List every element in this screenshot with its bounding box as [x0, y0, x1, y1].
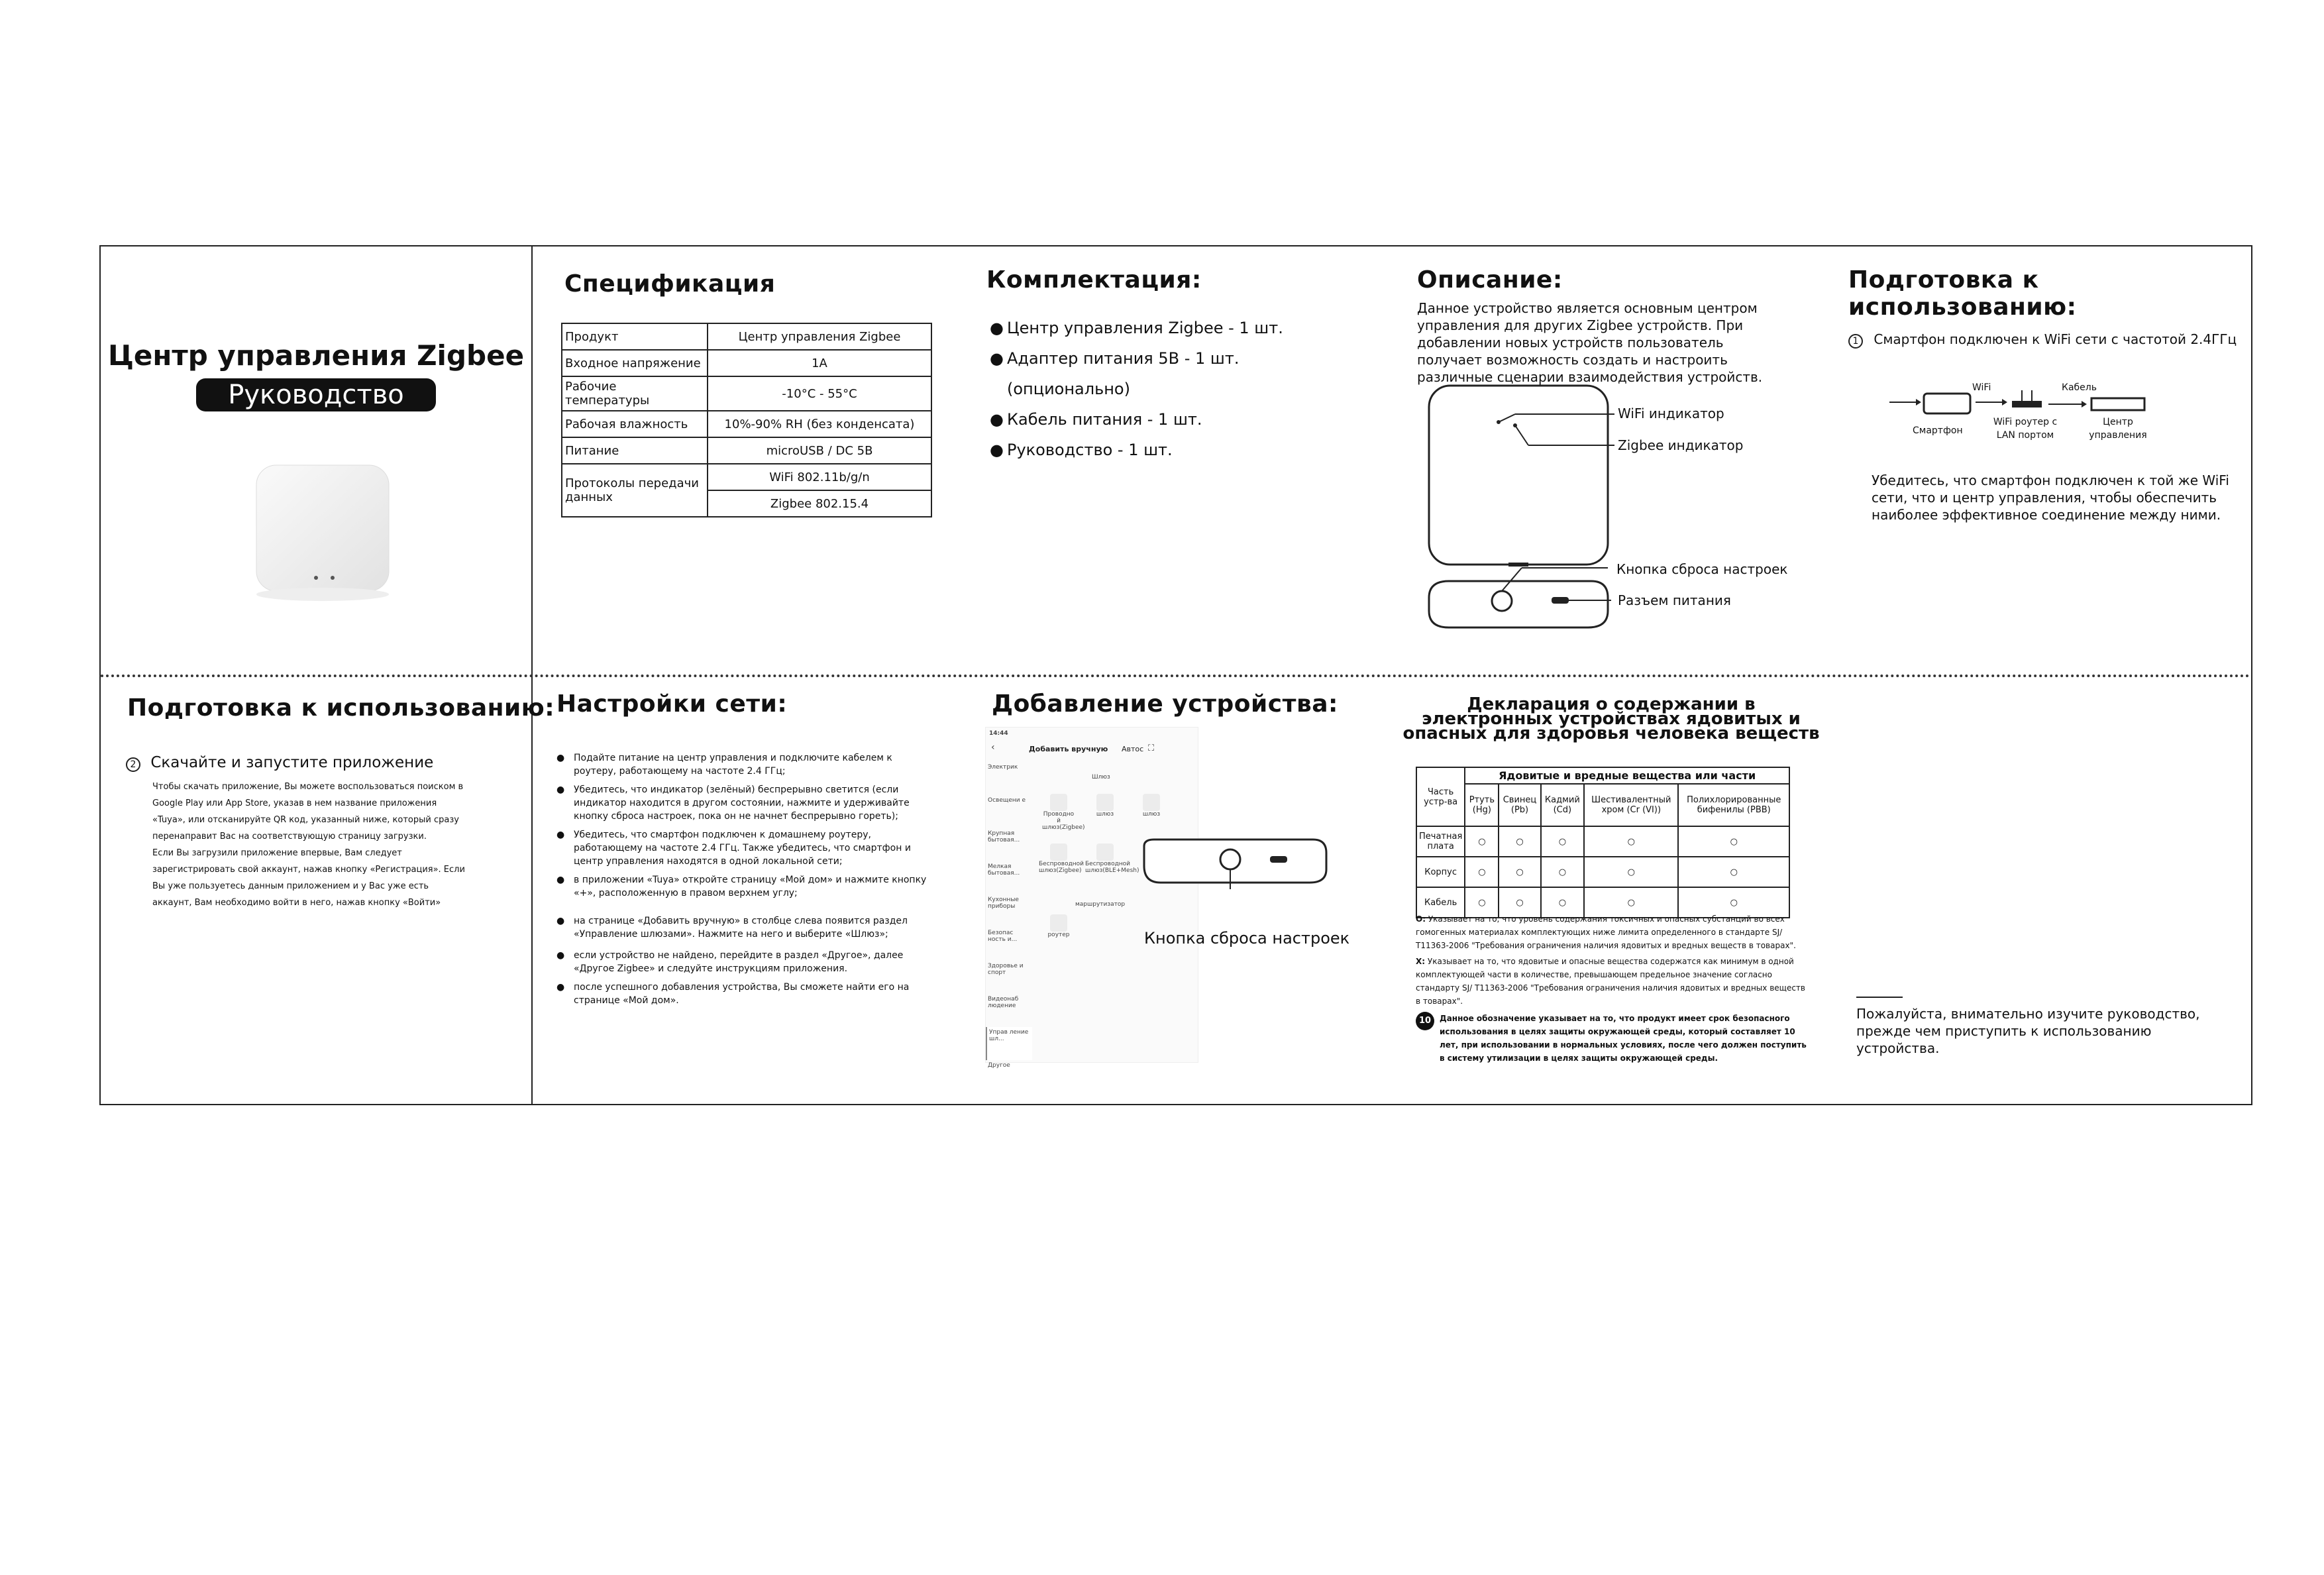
add-heading: Добавление устройства: [992, 690, 1338, 718]
prep2-heading: Подготовка к использованию: [127, 694, 555, 722]
tile-label: роутер [1047, 932, 1070, 938]
sidebar-item[interactable]: Крупная бытовая... [988, 830, 1020, 843]
hub-side-view [1141, 836, 1333, 889]
tile-label: Беспроводной шлюз(BLE+Mesh) [1085, 861, 1139, 874]
table-cell: ○ [1541, 826, 1585, 857]
sidebar-item[interactable]: Электрик [988, 764, 1018, 771]
table-row [1416, 784, 1789, 826]
prep1-heading: Подготовка к использованию: [1848, 266, 2077, 321]
prep2-text-2: Если Вы загрузили приложение впервые, Вам следует зарегистрировать свой аккаунт, нажав кнопку «Регистрация». Если Вы уже пользуетесь данным приложением и у Вас уже есть аккаунт, Вам необходимо войти в него, нажав кнопку «Войти» [152, 848, 465, 908]
table-cell: ○ [1678, 857, 1789, 887]
list-item: ● Руководство - 1 шт. [990, 435, 1361, 465]
wifi-indicator-label: WiFi индикатор [1618, 406, 1724, 421]
spec-value: WiFi 802.11b/g/n [708, 464, 931, 490]
net-list [556, 751, 934, 1007]
note-text: Указывает на то, что уровень содержания токсичных и опасных субстанций во всех гомогенных материалах комплектующих ниже лимита определенного в стандарте SJ/ T11363-2006 "Требования ограничения наличия ядовитых и вредных веществ в товарах". [1416, 914, 1796, 950]
reset-button-callout: Кнопка сброса настроек [1144, 929, 1350, 948]
diagram-phone-label: Смартфон [1913, 425, 1963, 436]
list-item: ● Кабель питания - 1 шт. [990, 404, 1361, 435]
col-header: Полихлорированные бифенилы (PBB) [1678, 784, 1789, 826]
spec-table [561, 323, 932, 517]
decl-table [1416, 767, 1790, 918]
scan-icon[interactable]: ⛶ [1148, 743, 1155, 753]
list-item: ● Убедитесь, что индикатор (зелёный) беспрерывно светится (если индикатор находится в другом состоянии, нажмите и удерживайте кнопку сброса настроек, пока он не начнет беспрерывно гореть); [556, 783, 934, 823]
spec-key: Рабочие температуры [562, 376, 708, 411]
col-header: Кадмий (Cd) [1541, 784, 1585, 826]
back-arrow-icon[interactable]: ‹ [991, 742, 995, 753]
sidebar-item[interactable]: Кухонные приборы [988, 896, 1019, 910]
eco-note [1416, 1012, 1807, 1065]
eco-period-icon: 10 [1416, 1012, 1434, 1030]
power-port-label: Разъем питания [1618, 592, 1731, 608]
col-header: Свинец (Pb) [1499, 784, 1540, 826]
spec-value: 1A [708, 350, 931, 376]
table-row [562, 437, 931, 464]
cover-title: Центр управления Zigbee [107, 339, 525, 372]
app-screenshot [985, 727, 1198, 1069]
category-sidebar [986, 762, 1032, 1084]
device-tile[interactable] [1088, 794, 1122, 818]
step-number: 1 [1848, 334, 1863, 349]
net-heading: Настройки сети: [556, 690, 788, 718]
zigbee-indicator-label: Zigbee индикатор [1618, 437, 1744, 453]
desc-text: Данное устройство является основным центром управления для других Zigbee устройств. При добавлении новых устройств пользователь получает возможность создать и настроить различные сценарии взаимодействия устройств. [1417, 300, 1763, 385]
table-cell: ○ [1499, 857, 1540, 887]
row-header: Кабель [1416, 887, 1465, 918]
cover-subtitle: Руководство [196, 378, 435, 411]
list-item: ● на странице «Добавить вручную» в столбце слева появится раздел «Управление шлюзами». Нажмите на него и выберите «Шлюз»; [556, 914, 934, 941]
prep2-body [152, 779, 470, 911]
table-cell: ○ [1584, 826, 1678, 857]
cover [101, 339, 531, 411]
closing-text: Пожалуйста, внимательно изучите руководство, прежде чем приступить к использованию устройства. [1856, 1006, 2200, 1056]
step-text: Смартфон подключен к WiFi сети с частотой 2.4ГГц [1874, 331, 2237, 347]
table-cell: ○ [1678, 887, 1789, 918]
sidebar-item[interactable]: Здоровье и спорт [988, 963, 1024, 976]
table-row [562, 376, 931, 411]
table-cell: ○ [1465, 887, 1499, 918]
list-item: ● Центр управления Zigbee - 1 шт. [990, 313, 1361, 343]
diagram-cable-label: Кабель [2062, 382, 2097, 393]
table-cell: ○ [1678, 826, 1789, 857]
sidebar-item[interactable]: Освещени е [988, 797, 1026, 804]
row-header: Корпус [1416, 857, 1465, 887]
list-item: ● после успешного добавления устройства, Вы сможете найти его на странице «Мой дом». [556, 981, 934, 1007]
sidebar-item[interactable]: Другое [988, 1062, 1010, 1069]
diagram-router-label: WiFi роутер с LAN портом [1993, 417, 2058, 441]
sidebar-item[interactable]: Мелкая бытовая... [988, 863, 1020, 877]
table-cell: ○ [1465, 826, 1499, 857]
col-header: Шестивалентный хром (Cr (VI)) [1584, 784, 1678, 826]
device-tile[interactable] [1135, 794, 1168, 818]
table-row [1416, 857, 1789, 887]
table-cell: ○ [1465, 857, 1499, 887]
app-title: Добавить вручную [1029, 745, 1108, 753]
manual-sheet [99, 245, 2252, 1105]
table-row [562, 464, 931, 490]
note-key: X: [1416, 957, 1426, 966]
step-text: Скачайте и запустите приложение [150, 754, 434, 771]
tile-label: Беспроводной шлюз(Zigbee) [1039, 861, 1084, 874]
tile-label: шлюз [1096, 811, 1114, 818]
spec-key: Питание [562, 437, 708, 464]
spec-key: Протоколы передачи данных [562, 464, 708, 517]
col-header: Часть устр-ва [1416, 767, 1465, 826]
group-header: Ядовитые и вредные вещества или части [1465, 767, 1789, 784]
hub-product-image [233, 445, 405, 618]
list-item: ● Подайте питание на центр управления и подключите кабелем к роутеру, работающему на частоте 2.4 ГГц; [556, 751, 934, 778]
table-row [1416, 826, 1789, 857]
fold-line [101, 675, 2251, 677]
section-title: маршрутизатор [1075, 901, 1126, 908]
auto-scan-tab[interactable]: Автос [1122, 745, 1144, 753]
closing-rule [1856, 997, 1903, 998]
note-key: O: [1416, 914, 1426, 924]
spec-key: Продукт [562, 323, 708, 350]
sidebar-item[interactable]: Видеонаб людение [988, 996, 1019, 1009]
tile-label: Проводно й шлюз(Zigbee) [1042, 811, 1085, 831]
note-x [1416, 955, 1807, 1008]
prep1-step [1848, 331, 2237, 349]
eco-text: Данное обозначение указывает на то, что продукт имеет срок безопасного использования в целях защиты окружающей среды, который составляет 10 лет, при использовании в нормальных условиях, после чего должен поступить в систему утилизации в целях защиты окружающей среды. [1440, 1014, 1807, 1063]
table-cell: ○ [1499, 887, 1540, 918]
table-row [1416, 767, 1789, 784]
sidebar-item[interactable]: Безопас ность и... [988, 930, 1018, 943]
device-tile[interactable] [1085, 843, 1139, 874]
diagram-wifi-label: WiFi [1972, 382, 1991, 393]
hub-diagram [1416, 382, 1787, 634]
table-cell: ○ [1541, 857, 1585, 887]
step-number: 2 [126, 757, 140, 772]
desc-heading: Описание: [1417, 266, 1563, 294]
spec-value: 10%-90% RH (без конденсата) [708, 411, 931, 437]
spec-value: Центр управления Zigbee [708, 323, 931, 350]
table-row [562, 411, 931, 437]
decl-notes [1416, 912, 1807, 1065]
diagram-hub-label: Центр управления [2089, 417, 2147, 441]
col-header: Ртуть (Hg) [1465, 784, 1499, 826]
tile-label: шлюз [1142, 811, 1161, 818]
note-o [1416, 912, 1807, 952]
row-header: Печатная плата [1416, 826, 1465, 857]
table-cell: ○ [1584, 857, 1678, 887]
spec-key: Рабочая влажность [562, 411, 708, 437]
list-item: ● в приложении «Tuya» откройте страницу «Мой дом» и нажмите кнопку «+», расположенную в правом верхнем углу; [556, 873, 934, 900]
spec-key: Входное напряжение [562, 350, 708, 376]
kit-list [990, 313, 1361, 465]
prep2-step [126, 754, 433, 772]
kit-heading: Комплектация: [986, 266, 1202, 294]
app-time: 14:44 [989, 730, 1008, 737]
reset-button-label: Кнопка сброса настроек [1616, 561, 1788, 577]
table-row [562, 323, 931, 350]
prep2-text-1: Чтобы скачать приложение, Вы можете воспользоваться поиском в Google Play или App Store, указав в нем название приложения «Tuya», или отсканируйте QR код, указанный ниже, который сразу перенаправит Вас на соответствующую страницу загрузки. [152, 782, 464, 842]
list-item: ● Адаптер питания 5В - 1 шт. (опционально) [990, 343, 1361, 404]
list-item: ● если устройство не найдено, перейдите в раздел «Другое», далее «Другое Zigbee» и следуйте инструкциям приложения. [556, 949, 934, 975]
table-cell: ○ [1541, 887, 1585, 918]
list-item: ● Убедитесь, что смартфон подключен к домашнему роутеру, работающему на частоте 2.4 ГГц. Также убедитесь, что смартфон и центр управления находятся в одной локальной сети; [556, 828, 934, 868]
prep1-note: Убедитесь, что смартфон подключен к той же WiFi сети, что и центр управления, чтобы обеспечить наиболее эффективное соединение между ними. [1872, 472, 2229, 523]
section-title: Шлюз [1092, 774, 1110, 781]
spec-value: -10°C - 55°C [708, 376, 931, 411]
device-tile[interactable] [1039, 843, 1084, 874]
device-tile[interactable] [1039, 914, 1079, 938]
table-cell: ○ [1584, 887, 1678, 918]
spec-heading: Спецификация [564, 270, 776, 298]
decl-heading: Декларация о содержании в электронных устройствах ядовитых и опасных для здоровья человека веществ [1402, 694, 1820, 743]
device-tile[interactable] [1042, 794, 1085, 831]
spec-value: Zigbee 802.15.4 [708, 490, 931, 517]
sidebar-item-active[interactable]: Управ ление шл... [986, 1027, 1032, 1060]
note-text: Указывает на то, что ядовитые и опасные вещества содержатся как минимум в одной комплектующей части в количестве, превышающем предельное значение согласно стандарту SJ/ T11363-2006 "Требования ограничения наличия ядовитых и вредных веществ в товарах". [1416, 957, 1805, 1006]
table-cell: ○ [1499, 826, 1540, 857]
table-row [562, 350, 931, 376]
spec-value: microUSB / DC 5B [708, 437, 931, 464]
